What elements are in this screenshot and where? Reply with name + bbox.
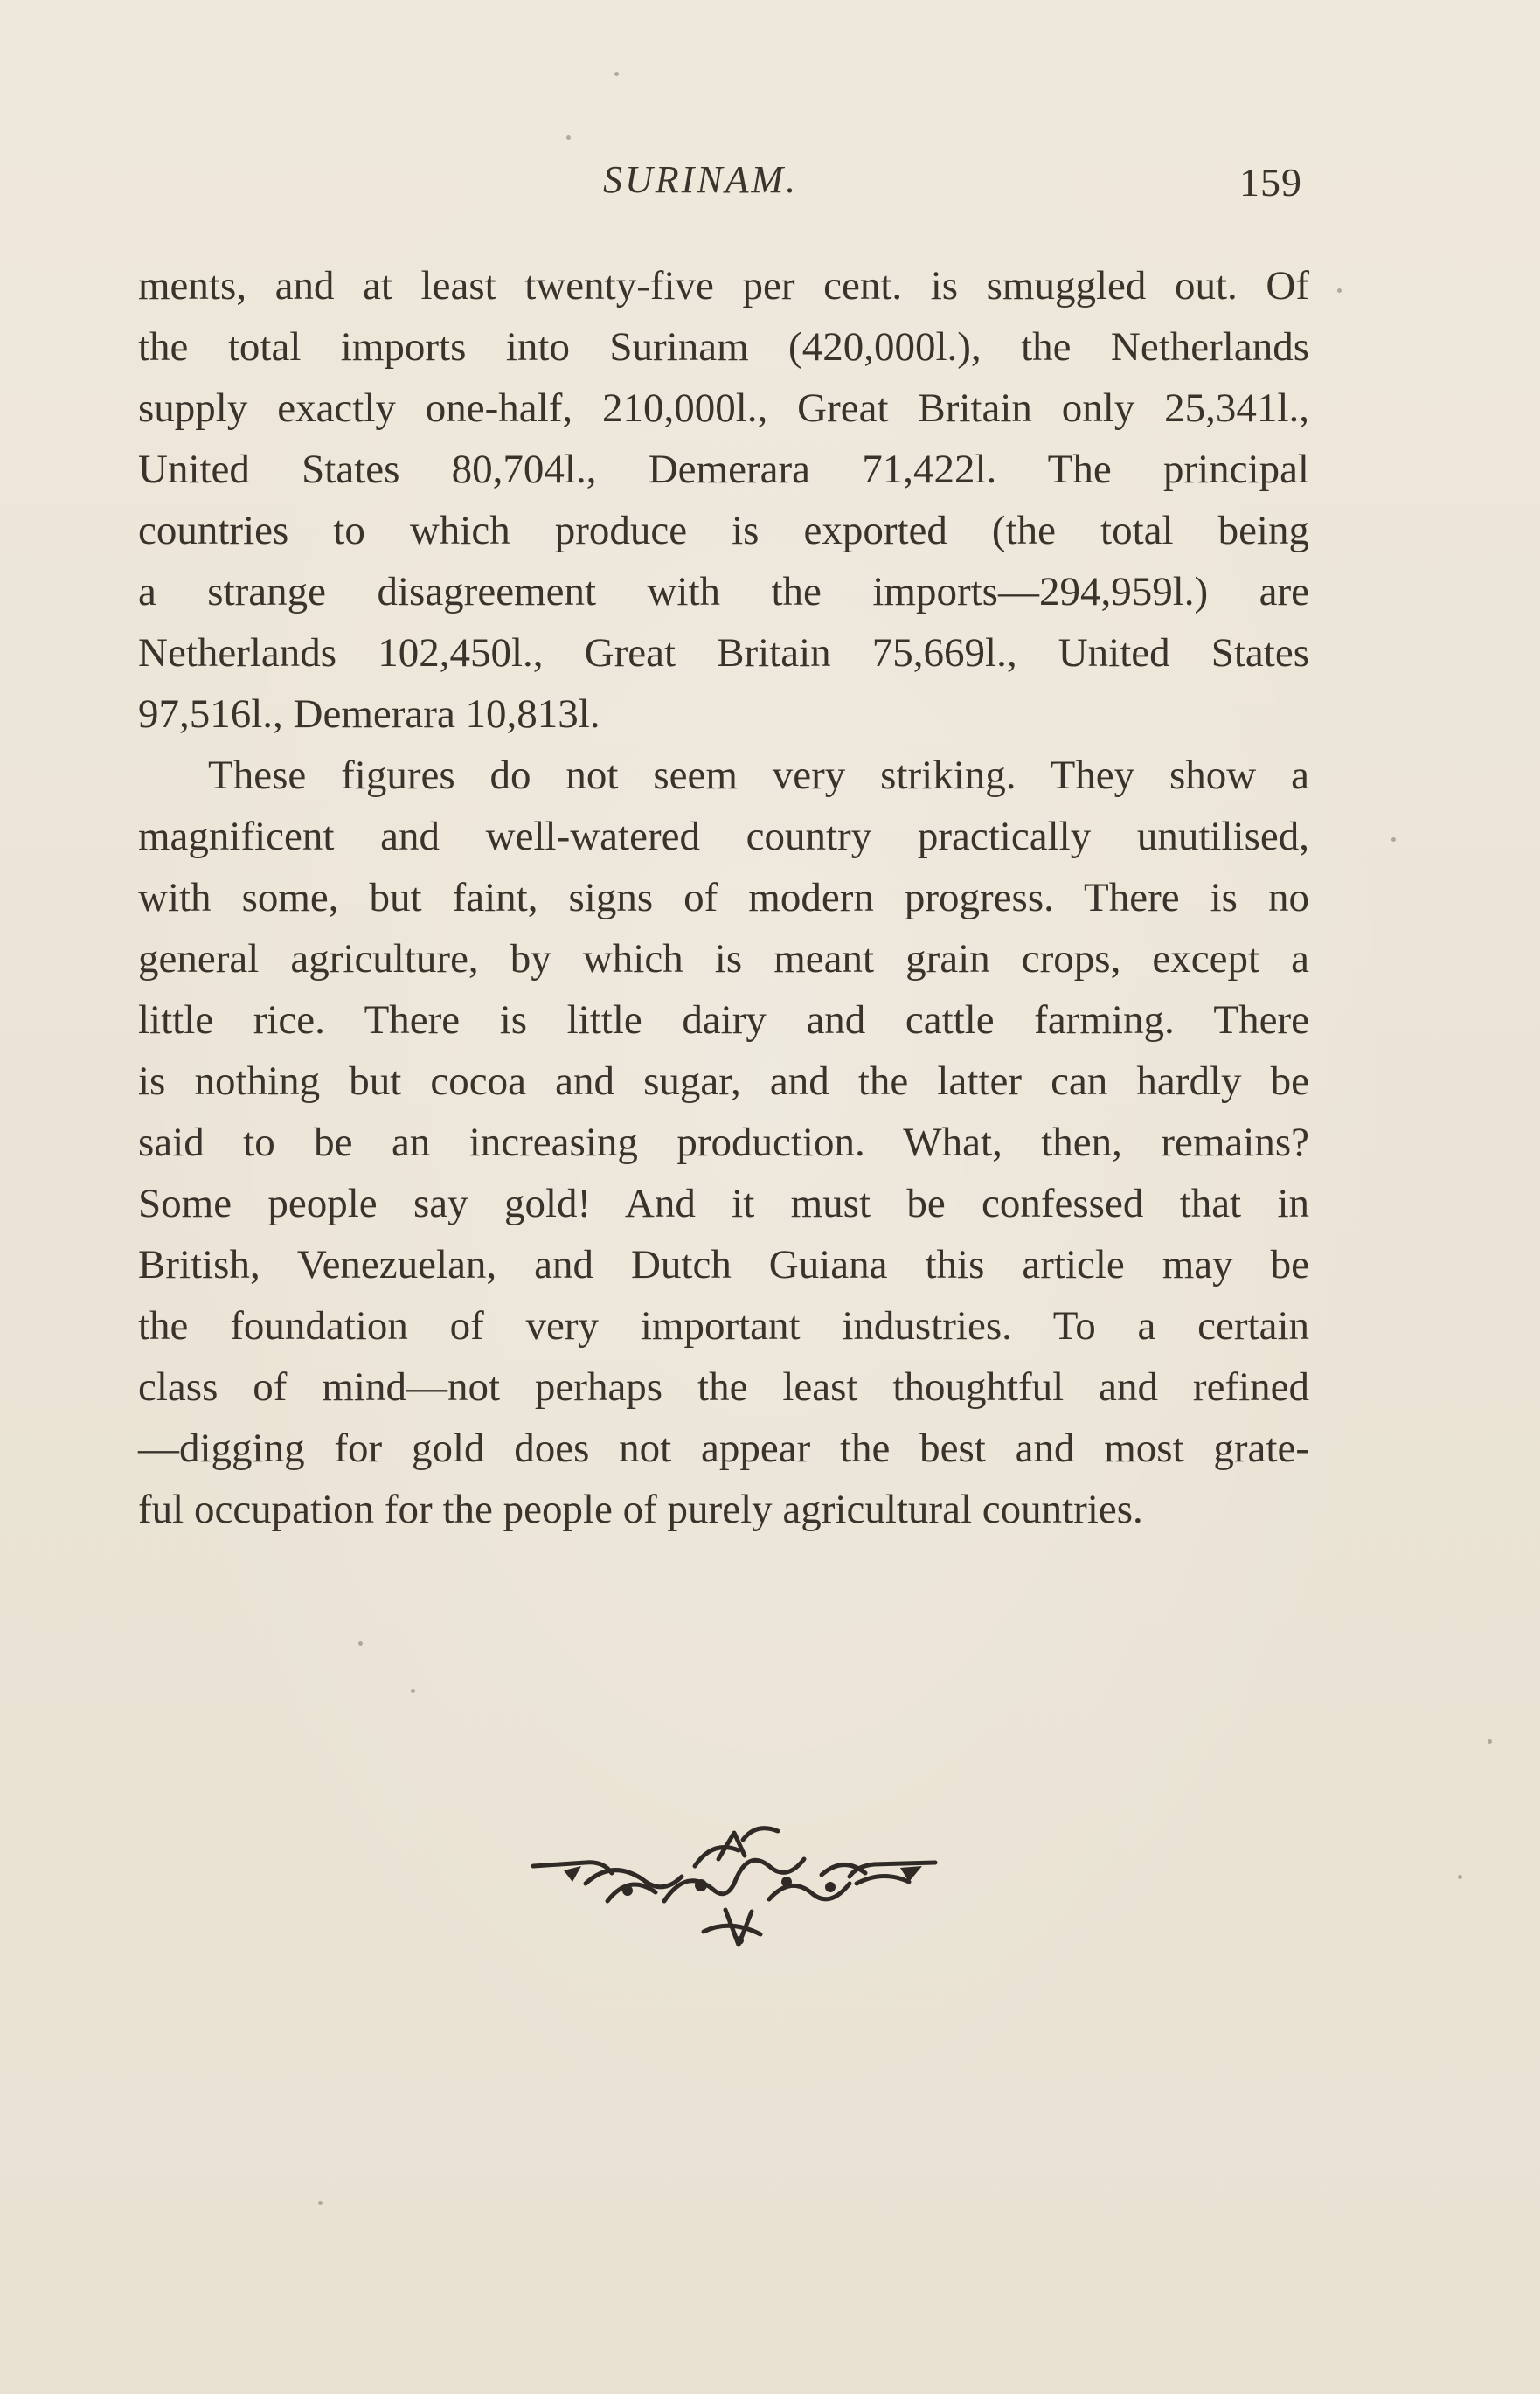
text-line: with some, but faint, signs of modern progress. There is no — [138, 875, 1309, 920]
text-line: magnificent and well-watered country practically unutilised, — [138, 814, 1309, 859]
text-line: is nothing but cocoa and sugar, and the latter can hardly be — [138, 1058, 1309, 1104]
paper-speck — [411, 1689, 415, 1693]
paper-speck — [1488, 1739, 1492, 1744]
text-line: supply exactly one-half, 210,000l., Great Britain only 25,341l., — [138, 385, 1309, 431]
running-head: SURINAM. — [603, 158, 799, 201]
text-line: British, Venezuelan, and Dutch Guiana this article may be — [138, 1242, 1309, 1287]
floral-tailpiece-ornament-icon — [524, 1814, 944, 1971]
text-line: the foundation of very important industries. To a certain — [138, 1303, 1309, 1349]
text-line: —digging for gold does not appear the best and most grate- — [138, 1426, 1309, 1471]
page-number: 159 — [1239, 160, 1302, 205]
paper-speck — [1458, 1875, 1462, 1879]
text-line: general agriculture, by which is meant grain crops, except a — [138, 936, 1309, 982]
text-line: Netherlands 102,450l., Great Britain 75,669l., United States — [138, 630, 1309, 676]
text-line: the total imports into Surinam (420,000l.), the Netherlands — [138, 324, 1309, 370]
text-line: a strange disagreement with the imports—294,959l.) are — [138, 569, 1309, 614]
body-text — [138, 255, 1309, 1540]
paper-speck — [1391, 837, 1396, 842]
text-line: said to be an increasing production. What, then, remains? — [138, 1120, 1309, 1165]
paper-speck — [614, 72, 619, 76]
text-line: countries to which produce is exported (the total being — [138, 508, 1309, 553]
paper-speck — [318, 2201, 323, 2205]
text-line: class of mind—not perhaps the least thoughtful and refined — [138, 1364, 1309, 1410]
paper-speck — [1337, 288, 1342, 293]
paper-speck — [566, 135, 571, 140]
text-line: ments, and at least twenty-five per cent. is smuggled out. Of — [138, 263, 1309, 309]
text-line: These figures do not seem very striking. They show a — [208, 753, 1309, 798]
text-line: United States 80,704l., Demerara 71,422l. The principal — [138, 447, 1309, 492]
text-line: Some people say gold! And it must be confessed that in — [138, 1181, 1309, 1226]
paper-speck — [358, 1641, 363, 1646]
text-line: 97,516l., Demerara 10,813l. — [138, 691, 600, 737]
text-line: ful occupation for the people of purely agricultural countries. — [138, 1487, 1143, 1532]
text-line: little rice. There is little dairy and cattle farming. There — [138, 997, 1309, 1043]
